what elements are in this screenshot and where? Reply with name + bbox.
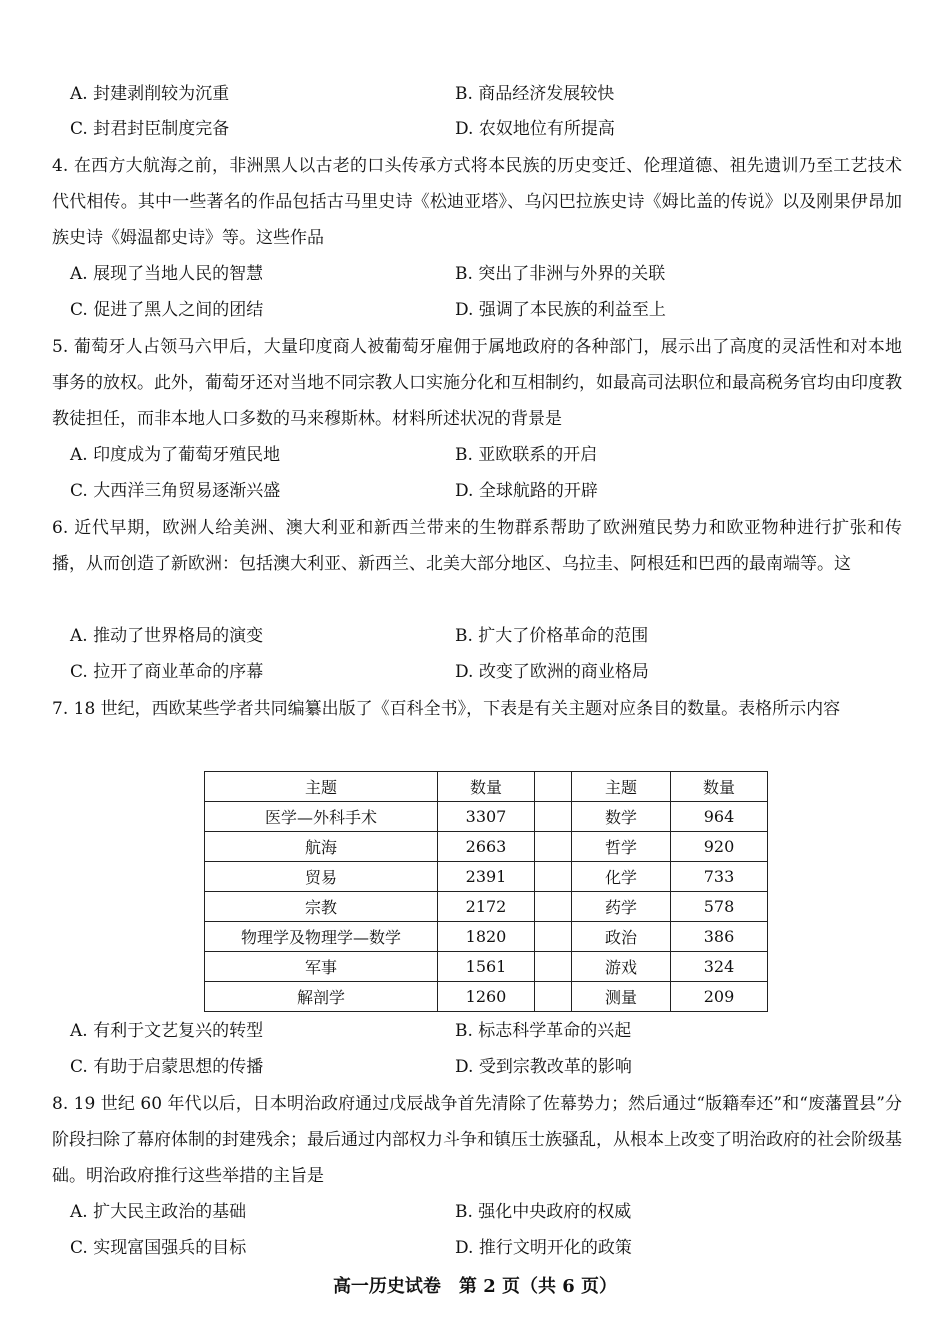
q4-option-d: D. 强调了本民族的利益至上: [455, 300, 666, 320]
table-row: [205, 832, 768, 862]
q4-stem: 4. 在西方大航海之前，非洲黑人以古老的口头传承方式将本民族的历史变迁、伦理道德、祖先遗训乃至工艺技术代代相传。其中一些著名的作品包括古马里史诗《松迪亚塔》、乌闪巴拉族史诗《姆比盖的传说》以及刚果伊昂加族史诗《姆温都史诗》等。这些作品: [52, 156, 902, 248]
table-cell-topic: 医学—外科手术: [205, 802, 438, 832]
q5-stem: 5. 葡萄牙人占领马六甲后，大量印度商人被葡萄牙雇佣于属地政府的各种部门，展示出了高度的灵活性和对本地事务的放权。此外，葡萄牙还对当地不同宗教人口实施分化和互相制约，如最高司法职位和最高税务官均由印度教教徒担任，而非本地人口多数的马来穆斯林。材料所述状况的背景是: [52, 337, 902, 429]
table-cell-topic: 哲学: [572, 832, 671, 862]
table-cell-topic: 贸易: [205, 862, 438, 892]
q5-option-a: A. 印度成为了葡萄牙殖民地: [70, 445, 281, 465]
table-cell-count: 733: [671, 862, 768, 892]
table-row: [205, 862, 768, 892]
table-cell-count: 2391: [438, 862, 535, 892]
q8-option-a: A. 扩大民主政治的基础: [70, 1202, 247, 1222]
page-footer: 高一历史试卷 第 2 页（共 6 页）: [332, 1276, 618, 1297]
q7-stem: 7. 18 世纪，西欧某些学者共同编纂出版了《百科全书》，下表是有关主题对应条目的数量。表格所示内容: [52, 699, 841, 719]
encyclopedia-topics-table: [204, 771, 768, 1012]
table-row: [205, 952, 768, 982]
table-header-cell: 数量: [438, 772, 535, 802]
table-cell-topic: 化学: [572, 862, 671, 892]
q4-option-c: C. 促进了黑人之间的团结: [70, 300, 264, 320]
q8-option-d: D. 推行文明开化的政策: [455, 1238, 632, 1258]
q5-option-d: D. 全球航路的开辟: [455, 481, 598, 501]
q8-option-b: B. 强化中央政府的权威: [455, 1202, 632, 1222]
table-cell-count: 578: [671, 892, 768, 922]
q8-stem: 8. 19 世纪 60 年代以后，日本明治政府通过戊辰战争首先清除了佐幕势力；然后通过“版籍奉还”和“废藩置县”分阶段扫除了幕府体制的封建残余；最后通过内部权力斗争和镇压士族骚乱，从根本上改变了明治政府的社会阶级基础。明治政府推行这些举措的主旨是: [52, 1094, 902, 1186]
table-row: [205, 922, 768, 952]
table-cell-count: 324: [671, 952, 768, 982]
table-cell-topic: 测量: [572, 982, 671, 1012]
q3-option-a: A. 封建剥削较为沉重: [70, 84, 230, 104]
q7-option-c: C. 有助于启蒙思想的传播: [70, 1057, 264, 1077]
table-cell-topic: 游戏: [572, 952, 671, 982]
table-header-row: [205, 772, 768, 802]
table-cell-count: 1260: [438, 982, 535, 1012]
q6-option-c: C. 拉开了商业革命的序幕: [70, 662, 264, 682]
table-cell-count: 209: [671, 982, 768, 1012]
q7-option-d: D. 受到宗教改革的影响: [455, 1057, 632, 1077]
table-cell-count: 2172: [438, 892, 535, 922]
table-cell-topic: 军事: [205, 952, 438, 982]
q6-option-a: A. 推动了世界格局的演变: [70, 626, 264, 646]
table-cell-topic: 数学: [572, 802, 671, 832]
q3-option-d: D. 农奴地位有所提高: [455, 119, 615, 139]
table-header-cell: 主题: [572, 772, 671, 802]
q5-option-b: B. 亚欧联系的开启: [455, 445, 598, 465]
table-cell-topic: 政治: [572, 922, 671, 952]
table-cell-count: 3307: [438, 802, 535, 832]
table-cell-count: 2663: [438, 832, 535, 862]
table-cell-count: 964: [671, 802, 768, 832]
q6-option-b: B. 扩大了价格革命的范围: [455, 626, 649, 646]
table-row: [205, 892, 768, 922]
q6-stem: 6. 近代早期，欧洲人给美洲、澳大利亚和新西兰带来的生物群系帮助了欧洲殖民势力和欧亚物种进行扩张和传播，从而创造了新欧洲：包括澳大利亚、新西兰、北美大部分地区、乌拉圭、阿根廷和巴西的最南端等。这: [52, 518, 902, 574]
table-row: [205, 982, 768, 1012]
table-row: [205, 802, 768, 832]
table-cell-topic: 宗教: [205, 892, 438, 922]
table-header-cell: 主题: [205, 772, 438, 802]
table-cell-topic: 物理学及物理学—数学: [205, 922, 438, 952]
q7-option-a: A. 有利于文艺复兴的转型: [70, 1021, 264, 1041]
table-cell-count: 386: [671, 922, 768, 952]
q4-option-a: A. 展现了当地人民的智慧: [70, 264, 264, 284]
table-cell-count: 920: [671, 832, 768, 862]
q8-option-c: C. 实现富国强兵的目标: [70, 1238, 247, 1258]
q6-option-d: D. 改变了欧洲的商业格局: [455, 662, 649, 682]
q5-option-c: C. 大西洋三角贸易逐渐兴盛: [70, 481, 281, 501]
table-cell-topic: 航海: [205, 832, 438, 862]
q4-option-b: B. 突出了非洲与外界的关联: [455, 264, 666, 284]
table-header-cell: 数量: [671, 772, 768, 802]
table-cell-count: 1561: [438, 952, 535, 982]
q3-option-c: C. 封君封臣制度完备: [70, 119, 230, 139]
table-cell-count: 1820: [438, 922, 535, 952]
table-cell-topic: 药学: [572, 892, 671, 922]
q7-option-b: B. 标志科学革命的兴起: [455, 1021, 632, 1041]
q3-option-b: B. 商品经济发展较快: [455, 84, 615, 104]
table-cell-topic: 解剖学: [205, 982, 438, 1012]
